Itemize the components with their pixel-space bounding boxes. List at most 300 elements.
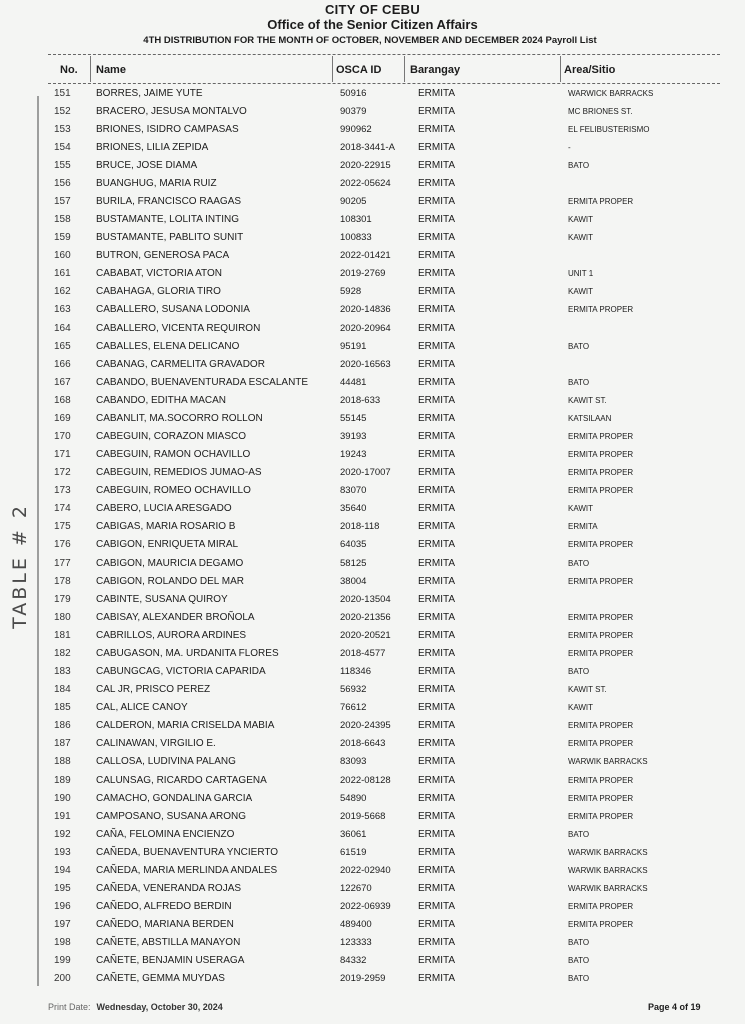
senior-name: CABIGAS, MARIA ROSARIO B — [96, 521, 236, 533]
barangay: ERMITA — [418, 901, 456, 913]
barangay: ERMITA — [418, 521, 456, 533]
senior-name: CAL JR, PRISCO PEREZ — [96, 684, 211, 696]
senior-name: CABABAT, VICTORIA ATON — [96, 268, 222, 280]
row-number: 154 — [54, 141, 71, 153]
row-number: 188 — [54, 756, 71, 768]
osca-id: 76612 — [340, 702, 367, 714]
area-sitio: ERMITA PROPER — [568, 902, 634, 912]
row-number: 170 — [54, 431, 71, 443]
table-row — [48, 916, 728, 934]
osca-id: 2020-17007 — [340, 467, 391, 479]
barangay: ERMITA — [418, 123, 456, 135]
row-number: 167 — [54, 376, 71, 388]
table-row — [48, 120, 728, 138]
row-number: 152 — [54, 105, 71, 117]
barangay: ERMITA — [418, 666, 456, 678]
senior-name: CABANLIT, MA.SOCORRO ROLLON — [96, 412, 263, 424]
osca-id: 489400 — [340, 919, 372, 931]
osca-id: 83093 — [340, 756, 367, 768]
osca-id: 39193 — [340, 431, 367, 443]
osca-id: 83070 — [340, 485, 367, 497]
senior-name: CABUNGCAG, VICTORIA CAPARIDA — [96, 666, 266, 678]
osca-id: 2018-118 — [340, 521, 380, 533]
osca-id: 100833 — [340, 232, 372, 244]
table-row — [48, 536, 728, 554]
barangay: ERMITA — [418, 87, 456, 99]
senior-name: BUSTAMANTE, PABLITO SUNIT — [96, 232, 244, 244]
barangay: ERMITA — [418, 810, 456, 822]
area-sitio: WARWICK BARRACKS — [568, 88, 654, 98]
osca-id: 108301 — [340, 214, 372, 226]
osca-id: 36061 — [340, 828, 367, 840]
table-row — [48, 138, 728, 156]
col-name-header: Name — [96, 64, 126, 76]
row-number: 186 — [54, 720, 71, 732]
row-number: 199 — [54, 955, 71, 967]
handwritten-note: TABLE # 2 — [9, 503, 31, 629]
osca-id: 2019-2769 — [340, 268, 386, 280]
senior-name: CABRILLOS, AURORA ARDINES — [96, 629, 247, 641]
row-number: 193 — [54, 846, 71, 858]
senior-name: CALDERON, MARIA CRISELDA MABIA — [96, 720, 275, 732]
senior-name: CAÑEDA, VENERANDA ROJAS — [96, 882, 242, 894]
senior-name: CABANDO, BUENAVENTURADA ESCALANTE — [96, 376, 309, 388]
area-sitio: MC BRIONES ST. — [568, 106, 633, 116]
area-sitio: WARWIK BARRACKS — [568, 865, 648, 875]
senior-name: BRUCE, JOSE DIAMA — [96, 159, 198, 171]
osca-id: 54890 — [340, 792, 367, 804]
table-row — [48, 644, 728, 662]
row-number: 178 — [54, 575, 71, 587]
senior-name: CABAHAGA, GLORIA TIRO — [96, 286, 221, 298]
area-sitio: WARWIK BARRACKS — [568, 883, 648, 893]
barangay: ERMITA — [418, 286, 456, 298]
row-number: 172 — [54, 467, 71, 479]
barangay: ERMITA — [418, 177, 456, 189]
barangay: ERMITA — [418, 702, 456, 714]
area-sitio — [568, 319, 728, 337]
osca-id: 2022-08128 — [340, 774, 391, 786]
area-sitio — [568, 247, 728, 265]
row-number: 185 — [54, 702, 71, 714]
table-row — [48, 970, 728, 988]
senior-name: CAÑETE, GEMMA MUYDAS — [96, 973, 225, 985]
row-number: 198 — [54, 937, 71, 949]
osca-id: 95191 — [340, 340, 367, 352]
area-sitio: ERMITA PROPER — [568, 540, 634, 550]
row-number: 183 — [54, 666, 71, 678]
table-row — [48, 518, 728, 536]
area-sitio: ERMITA PROPER — [568, 450, 634, 460]
barangay: ERMITA — [418, 774, 456, 786]
table-row — [48, 843, 728, 861]
barangay: ERMITA — [418, 846, 456, 858]
barangay: ERMITA — [418, 756, 456, 768]
osca-id: 2020-16563 — [340, 358, 391, 370]
row-number: 189 — [54, 774, 71, 786]
senior-name: CAÑA, FELOMINA ENCIENZO — [96, 828, 235, 840]
senior-name: CAMPOSANO, SUSANA ARONG — [96, 810, 247, 822]
senior-name: CABEGUIN, ROMEO OCHAVILLO — [96, 485, 251, 497]
area-sitio: ERMITA PROPER — [568, 775, 634, 785]
city-title: CITY OF CEBU — [324, 2, 421, 17]
osca-id: 2018-4577 — [340, 647, 386, 659]
senior-name: CABANAG, CARMELITA GRAVADOR — [96, 358, 265, 370]
area-sitio: - — [568, 142, 571, 152]
senior-name: CABANDO, EDITHA MACAN — [96, 394, 227, 406]
col-area-header: Area/Sitio — [564, 64, 616, 76]
table-row — [48, 952, 728, 970]
table-row — [48, 301, 728, 319]
table-row — [48, 879, 728, 897]
row-number: 175 — [54, 521, 71, 533]
table-row — [48, 735, 728, 753]
table-row — [48, 174, 728, 192]
barangay: ERMITA — [418, 575, 456, 587]
row-number: 173 — [54, 485, 71, 497]
area-sitio: ERMITA PROPER — [568, 576, 634, 586]
osca-id: 5928 — [340, 286, 362, 298]
barangay: ERMITA — [418, 611, 456, 623]
barangay: ERMITA — [418, 828, 456, 840]
table-row — [48, 84, 728, 102]
table-row — [48, 789, 728, 807]
barangay: ERMITA — [418, 340, 456, 352]
row-number: 192 — [54, 828, 71, 840]
payroll-table — [48, 84, 728, 988]
senior-name: BURILA, FRANCISCO RAAGAS — [96, 196, 242, 207]
osca-id: 19243 — [340, 449, 367, 461]
senior-name: BRIONES, ISIDRO CAMPASAS — [96, 123, 239, 135]
senior-name: CABEGUIN, RAMON OCHAVILLO — [96, 449, 251, 461]
col-barangay-header: Barangay — [410, 64, 461, 76]
area-sitio: UNIT 1 — [568, 269, 594, 279]
header-divider — [560, 56, 561, 82]
barangay: ERMITA — [418, 503, 456, 515]
osca-id: 61519 — [340, 846, 367, 858]
senior-name: CALLOSA, LUDIVINA PALANG — [96, 756, 236, 768]
row-number: 187 — [54, 738, 71, 750]
senior-name: CABUGASON, MA. URDANITA FLORES — [96, 647, 279, 659]
barangay: ERMITA — [418, 720, 456, 732]
barangay: ERMITA — [418, 467, 456, 479]
row-number: 162 — [54, 286, 71, 298]
osca-id: 2020-13504 — [340, 593, 391, 605]
osca-id: 2020-21356 — [340, 611, 391, 623]
senior-name: CABISAY, ALEXANDER BROÑOLA — [96, 611, 255, 623]
row-number: 177 — [54, 557, 71, 569]
senior-name: CABALLERO, VICENTA REQUIRON — [96, 322, 261, 334]
osca-id: 123333 — [340, 937, 372, 949]
area-sitio: KAWIT — [568, 504, 594, 514]
osca-id: 990962 — [340, 123, 372, 135]
osca-id: 58125 — [340, 557, 367, 569]
barangay: ERMITA — [418, 214, 456, 226]
barangay: ERMITA — [418, 647, 456, 659]
table-row — [48, 500, 728, 518]
area-sitio: ERMITA PROPER — [568, 432, 634, 442]
senior-name: CABALLES, ELENA DELICANO — [96, 340, 240, 352]
senior-name: CABINTE, SUSANA QUIROY — [96, 593, 228, 605]
area-sitio: BATO — [568, 829, 590, 839]
print-date-value: Wednesday, October 30, 2024 — [96, 1002, 223, 1012]
senior-name: BORRES, JAIME YUTE — [96, 87, 203, 99]
table-row — [48, 192, 728, 210]
area-sitio: KAWIT ST. — [568, 395, 607, 405]
barangay: ERMITA — [418, 593, 456, 605]
area-sitio: ERMITA PROPER — [568, 739, 634, 749]
table-row — [48, 319, 728, 337]
osca-id: 38004 — [340, 575, 367, 587]
header-divider — [332, 56, 333, 82]
barangay: ERMITA — [418, 485, 456, 497]
osca-id: 2022-01421 — [340, 250, 391, 262]
senior-name: CABEGUIN, REMEDIOS JUMAO-AS — [96, 467, 262, 479]
osca-id: 2018-633 — [340, 394, 381, 406]
area-sitio: BATO — [568, 377, 590, 387]
area-sitio: ERMITA PROPER — [568, 468, 634, 478]
senior-name: CALINAWAN, VIRGILIO E. — [96, 738, 216, 750]
area-sitio: BATO — [568, 956, 590, 966]
row-number: 171 — [54, 449, 71, 461]
barangay: ERMITA — [418, 864, 456, 876]
table-row — [48, 699, 728, 717]
office-title: Office of the Senior Citizen Affairs — [267, 17, 478, 32]
osca-id: 55145 — [340, 412, 367, 424]
barangay: ERMITA — [418, 937, 456, 949]
col-no-header: No. — [60, 64, 78, 76]
row-number: 181 — [54, 629, 71, 641]
osca-id: 122670 — [340, 882, 372, 894]
row-number: 164 — [54, 322, 71, 334]
page-number: Page 4 of 19 — [648, 1002, 701, 1012]
barangay: ERMITA — [418, 431, 456, 443]
area-sitio: ERMITA PROPER — [568, 793, 634, 803]
table-row — [48, 156, 728, 174]
document-subtitle: 4TH DISTRIBUTION FOR THE MONTH OF OCTOBER, NOVEMBER AND DECEMBER 2024 Payroll List — [143, 35, 597, 46]
row-number: 156 — [54, 177, 71, 189]
area-sitio: EL FELIBUSTERISMO — [568, 124, 650, 134]
row-number: 161 — [54, 268, 71, 280]
row-number: 190 — [54, 792, 71, 804]
barangay: ERMITA — [418, 394, 456, 406]
osca-id: 2020-22915 — [340, 159, 391, 171]
table-row — [48, 373, 728, 391]
barangay: ERMITA — [418, 304, 456, 316]
row-number: 165 — [54, 340, 71, 352]
table-row — [48, 753, 728, 771]
osca-id: 90379 — [340, 105, 367, 117]
barangay: ERMITA — [418, 268, 456, 280]
area-sitio: ERMITA — [568, 522, 598, 532]
row-number: 155 — [54, 159, 71, 171]
barangay: ERMITA — [418, 919, 456, 931]
row-number: 166 — [54, 358, 71, 370]
table-row — [48, 229, 728, 247]
senior-name: CALUNSAG, RICARDO CARTAGENA — [96, 774, 267, 786]
area-sitio: ERMITA PROPER — [568, 920, 634, 930]
senior-name: BRACERO, JESUSA MONTALVO — [96, 105, 247, 117]
area-sitio: ERMITA PROPER — [568, 612, 634, 622]
barangay: ERMITA — [418, 358, 456, 370]
senior-name: CABERO, LUCIA ARESGADO — [96, 503, 232, 515]
osca-id: 2020-20964 — [340, 322, 391, 334]
row-number: 153 — [54, 123, 71, 135]
senior-name: CAL, ALICE CANOY — [96, 702, 188, 714]
row-number: 163 — [54, 304, 71, 316]
area-sitio: ERMITA PROPER — [568, 305, 634, 315]
osca-id: 2022-06939 — [340, 901, 391, 913]
table-row — [48, 572, 728, 590]
table-row — [48, 482, 728, 500]
row-number: 179 — [54, 593, 71, 605]
row-number: 180 — [54, 611, 71, 623]
barangay: ERMITA — [418, 738, 456, 750]
barangay: ERMITA — [418, 792, 456, 804]
barangay: ERMITA — [418, 250, 456, 262]
senior-name: BUSTAMANTE, LOLITA INTING — [96, 214, 239, 226]
osca-id: 90205 — [340, 196, 367, 207]
area-sitio: KAWIT — [568, 215, 594, 225]
row-number: 194 — [54, 864, 71, 876]
row-number: 191 — [54, 810, 71, 822]
table-row — [48, 247, 728, 265]
table-row — [48, 337, 728, 355]
print-date — [48, 1002, 223, 1012]
area-sitio: KATSILAAN — [568, 413, 612, 423]
row-number: 197 — [54, 919, 71, 931]
osca-id: 2020-14836 — [340, 304, 391, 316]
barangay: ERMITA — [418, 196, 456, 207]
barangay: ERMITA — [418, 449, 456, 461]
row-number: 200 — [54, 973, 71, 985]
osca-id: 2020-20521 — [340, 629, 391, 641]
row-number: 151 — [54, 87, 71, 99]
senior-name: CAMACHO, GONDALINA GARCIA — [96, 792, 253, 804]
senior-name: CAÑEDA, BUENAVENTURA YNCIERTO — [96, 846, 279, 858]
area-sitio — [568, 174, 728, 192]
osca-id: 2019-2959 — [340, 973, 386, 985]
table-row — [48, 898, 728, 916]
row-number: 159 — [54, 232, 71, 244]
row-number: 195 — [54, 882, 71, 894]
senior-name: CABIGON, MAURICIA DEGAMO — [96, 557, 244, 569]
area-sitio: BATO — [568, 160, 590, 170]
area-sitio: WARWIK BARRACKS — [568, 847, 648, 857]
area-sitio: ERMITA PROPER — [568, 630, 634, 640]
table-row — [48, 355, 728, 373]
area-sitio — [568, 590, 728, 608]
osca-id: 2020-24395 — [340, 720, 391, 732]
table-row — [48, 409, 728, 427]
col-osca-header: OSCA ID — [336, 64, 382, 76]
area-sitio: BATO — [568, 667, 590, 677]
area-sitio — [568, 355, 728, 373]
senior-name: CAÑETE, BENJAMIN USERAGA — [96, 955, 245, 967]
barangay: ERMITA — [418, 629, 456, 641]
row-number: 168 — [54, 394, 71, 406]
header-divider — [404, 56, 405, 82]
row-number: 184 — [54, 684, 71, 696]
row-number: 174 — [54, 503, 71, 515]
osca-id: 2018-6643 — [340, 738, 386, 750]
barangay: ERMITA — [418, 322, 456, 334]
print-date-label: Print Date: — [48, 1002, 91, 1012]
barangay: ERMITA — [418, 973, 456, 985]
osca-id: 118346 — [340, 666, 371, 678]
area-sitio: BATO — [568, 938, 590, 948]
osca-id: 2022-05624 — [340, 177, 391, 189]
senior-name: CAÑEDO, MARIANA BERDEN — [96, 919, 234, 931]
table-row — [48, 861, 728, 879]
table-row — [48, 807, 728, 825]
table-row — [48, 102, 728, 120]
handwritten-bracket-line — [37, 96, 39, 986]
table-header — [48, 54, 720, 84]
table-row — [48, 717, 728, 735]
area-sitio: KAWIT ST. — [568, 685, 607, 695]
barangay: ERMITA — [418, 232, 456, 244]
senior-name: CABALLERO, SUSANA LODONIA — [96, 304, 250, 316]
area-sitio: KAWIT — [568, 233, 594, 243]
row-number: 182 — [54, 647, 71, 659]
osca-id: 44481 — [340, 376, 367, 388]
senior-name: CAÑETE, ABSTILLA MANAYON — [96, 937, 241, 949]
area-sitio: ERMITA PROPER — [568, 721, 634, 731]
row-number: 176 — [54, 539, 71, 551]
osca-id: 56932 — [340, 684, 367, 696]
barangay: ERMITA — [418, 412, 456, 424]
table-row — [48, 663, 728, 681]
table-row — [48, 554, 728, 572]
row-number: 158 — [54, 214, 71, 226]
table-row — [48, 590, 728, 608]
osca-id: 2019-5668 — [340, 810, 386, 822]
area-sitio: ERMITA PROPER — [568, 197, 634, 206]
table-row — [48, 771, 728, 789]
area-sitio: BATO — [568, 341, 590, 351]
table-row — [48, 446, 728, 464]
table-row — [48, 681, 728, 699]
osca-id: 2022-02940 — [340, 864, 391, 876]
senior-name: CABIGON, ENRIQUETA MIRAL — [96, 539, 239, 551]
table-row — [48, 391, 728, 409]
area-sitio: KAWIT — [568, 703, 594, 713]
area-sitio: ERMITA PROPER — [568, 811, 634, 821]
senior-name: CABEGUIN, CORAZON MIASCO — [96, 431, 247, 443]
senior-name: BUTRON, GENEROSA PACA — [96, 250, 230, 262]
table-row — [48, 608, 728, 626]
barangay: ERMITA — [418, 105, 456, 117]
table-row — [48, 626, 728, 644]
table-row — [48, 265, 728, 283]
row-number: 157 — [54, 196, 71, 207]
barangay: ERMITA — [418, 159, 456, 171]
area-sitio: WARWIK BARRACKS — [568, 757, 648, 767]
table-row — [48, 427, 728, 445]
osca-id: 35640 — [340, 503, 367, 515]
table-row — [48, 934, 728, 952]
osca-id: 2018-3441-A — [340, 141, 395, 153]
area-sitio: ERMITA PROPER — [568, 486, 634, 496]
table-row — [48, 825, 728, 843]
table-row — [48, 211, 728, 229]
osca-id: 84332 — [340, 955, 367, 967]
senior-name: BRIONES, LILIA ZEPIDA — [96, 141, 209, 153]
barangay: ERMITA — [418, 882, 456, 894]
table-row — [48, 464, 728, 482]
header-divider — [90, 56, 91, 82]
